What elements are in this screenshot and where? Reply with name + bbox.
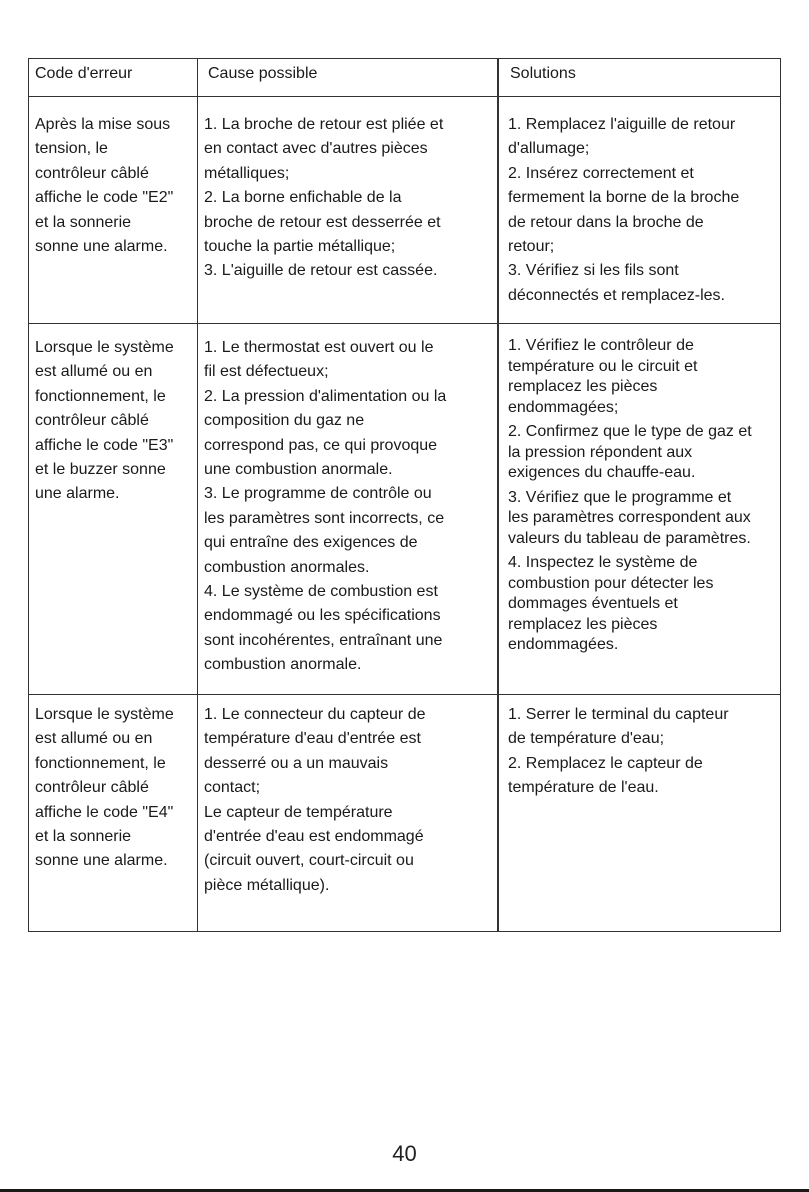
cell-text-line: affiche le code "E4" — [35, 803, 174, 821]
cell-text-line: 1. La broche de retour est pliée et — [204, 116, 444, 133]
cell-text-line: une combustion anormale. — [204, 461, 393, 479]
cause-cell — [198, 324, 499, 695]
cause-cell — [198, 97, 499, 324]
cell-text-line: Lorsque le système — [35, 339, 174, 356]
cell-text-line: remplacez les pièces — [508, 378, 658, 395]
cell-text-line: température ou le circuit et — [508, 357, 698, 375]
cell-text-line: (circuit ouvert, court-circuit ou — [204, 852, 414, 870]
cell-text-line: 3. Vérifiez si les fils sont — [508, 262, 679, 280]
cell-text-line: 2. La pression d'alimentation ou la — [204, 387, 447, 405]
cell-text-line: d'allumage; — [508, 140, 590, 158]
cell-text-line: combustion anormales. — [204, 558, 370, 576]
table-row — [29, 695, 781, 932]
cell-text-line: Après la mise sous — [35, 116, 171, 133]
cell-text-line: contrôleur câblé — [35, 779, 149, 797]
cell-text-line: et le buzzer sonne — [35, 461, 166, 479]
error-code-cell — [29, 695, 198, 932]
cell-text-line: métalliques; — [204, 164, 290, 182]
cell-text-line: sonne une alarme. — [35, 852, 168, 870]
error-code-table — [28, 58, 781, 932]
cell-text-line: 1. Le connecteur du capteur de — [204, 706, 426, 723]
cell-text-line: combustion pour détecter les — [508, 574, 714, 592]
cell-text-line: de température d'eau; — [508, 730, 665, 748]
cell-text-line: 1. Le thermostat est ouvert ou le — [204, 339, 434, 356]
error-code-cell — [29, 97, 198, 324]
cell-text-line: et la sonnerie — [35, 828, 132, 846]
cell-text-line: composition du gaz ne — [204, 412, 365, 430]
cell-text-line: broche de retour est desserrée et — [204, 213, 441, 231]
cell-text-line: endommagé ou les spécifications — [204, 607, 441, 625]
cell-text-line: d'entrée d'eau est endommagé — [204, 828, 424, 846]
header-solutions: Solutions — [498, 59, 781, 97]
cell-text-line: les paramètres sont incorrects, ce — [204, 509, 445, 527]
header-possible-cause: Cause possible — [198, 59, 499, 97]
cell-text-line: 3. Le programme de contrôle ou — [204, 485, 432, 503]
cell-text-line: fil est défectueux; — [204, 363, 329, 381]
cell-text-line: sont incohérentes, entraînant une — [204, 631, 443, 649]
cell-text-line: affiche le code "E2" — [35, 189, 174, 207]
cell-text-line: 4. Le système de combustion est — [204, 583, 438, 601]
cell-text-line: 2. Remplacez le capteur de — [508, 754, 703, 772]
table-row — [29, 324, 781, 695]
solution-cell — [498, 695, 781, 932]
cell-text-line: valeurs du tableau de paramètres. — [508, 529, 751, 547]
cell-text-line: touche la partie métallique; — [204, 238, 396, 256]
cell-text-line: 1. Remplacez l'aiguille de retour — [508, 116, 736, 133]
cell-text-line: dommages éventuels et — [508, 595, 678, 612]
header-error-code: Code d'erreur — [29, 59, 198, 97]
cell-text-line: tension, le — [35, 140, 108, 158]
cell-text-line: contact; — [204, 779, 261, 797]
cell-text-line: fonctionnement, le — [35, 754, 166, 772]
cell-text-line: est allumé ou en — [35, 730, 153, 748]
cell-text-line: 2. Insérez correctement et — [508, 164, 694, 182]
cell-text-line: retour; — [508, 238, 555, 256]
table-header-row — [29, 59, 781, 97]
cell-text-line: température de l'eau. — [508, 779, 659, 797]
cell-text-line: les paramètres correspondent aux — [508, 509, 751, 526]
cell-text-line: exigences du chauffe-eau. — [508, 464, 696, 481]
cell-text-line: de retour dans la broche de — [508, 213, 704, 231]
cell-text-line: déconnectés et remplacez-les. — [508, 286, 725, 304]
cause-cell — [198, 695, 499, 932]
cell-text-line: remplacez les pièces — [508, 615, 658, 633]
cell-text-line: fermement la borne de la broche — [508, 189, 740, 207]
cell-text-line: fonctionnement, le — [35, 387, 166, 405]
cell-text-line: 3. Vérifiez que le programme et — [508, 488, 732, 506]
table-row — [29, 97, 781, 324]
cell-text-line: endommagées. — [508, 636, 619, 653]
cell-text-line: 4. Inspectez le système de — [508, 554, 698, 571]
cell-text-line: 2. La borne enfichable de la — [204, 189, 402, 207]
cell-text-line: une alarme. — [35, 485, 120, 503]
cell-text-line: température d'eau d'entrée est — [204, 730, 421, 748]
solution-cell — [498, 324, 781, 695]
cell-text-line: affiche le code "E3" — [35, 436, 174, 454]
cell-text-line: pièce métallique). — [204, 876, 330, 894]
cell-text-line: contrôleur câblé — [35, 164, 149, 182]
cell-text-line: contrôleur câblé — [35, 412, 149, 430]
cell-text-line: 1. Serrer le terminal du capteur — [508, 706, 729, 723]
error-code-cell — [29, 324, 198, 695]
cell-text-line: endommagées; — [508, 398, 619, 416]
cell-text-line: Lorsque le système — [35, 706, 174, 723]
cell-text-line: combustion anormale. — [204, 656, 362, 674]
cell-text-line: correspond pas, ce qui provoque — [204, 436, 438, 454]
cell-text-line: la pression répondent aux — [508, 443, 693, 461]
cell-text-line: est allumé ou en — [35, 363, 153, 381]
cell-text-line: 1. Vérifiez le contrôleur de — [508, 337, 694, 354]
cell-text-line: en contact avec d'autres pièces — [204, 140, 428, 158]
cell-text-line: 2. Confirmez que le type de gaz et — [508, 423, 752, 440]
cell-text-line: et la sonnerie — [35, 213, 132, 231]
cell-text-line: sonne une alarme. — [35, 238, 168, 256]
page-number: 40 — [392, 1141, 417, 1166]
cell-text-line: Le capteur de température — [204, 803, 393, 821]
cell-text-line: desserré ou a un mauvais — [204, 754, 389, 772]
cell-text-line: 3. L'aiguille de retour est cassée. — [204, 262, 438, 280]
cell-text-line: qui entraîne des exigences de — [204, 534, 418, 552]
solution-cell — [498, 97, 781, 324]
